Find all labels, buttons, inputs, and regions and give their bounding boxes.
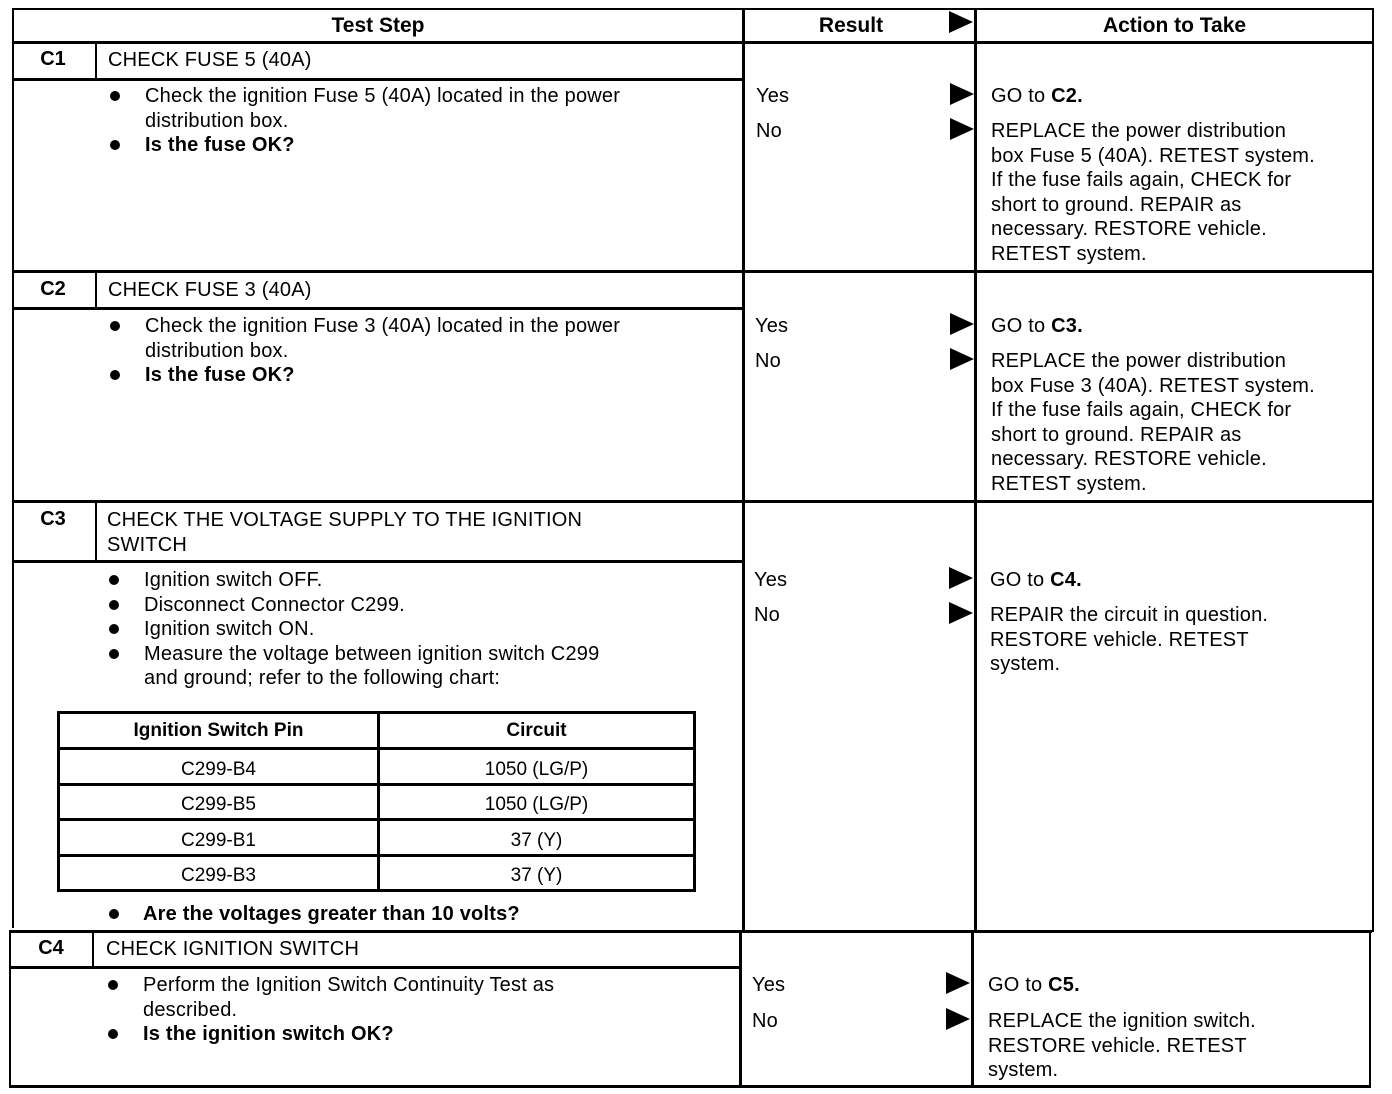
separator-c3 bbox=[12, 500, 1374, 503]
bullet-icon bbox=[110, 140, 120, 150]
c4-action-no-line-2: RESTORE vehicle. RETEST bbox=[988, 1034, 1247, 1057]
header-bottom-border bbox=[12, 41, 1374, 44]
step-title-c2: CHECK FUSE 3 (40A) bbox=[108, 279, 312, 301]
bullet-icon bbox=[109, 624, 119, 634]
c1-action-no-line-1: REPLACE the power distribution bbox=[991, 120, 1287, 142]
c2-action-no-line-6: RETEST system. bbox=[991, 472, 1147, 495]
c2-no-arrow-icon bbox=[950, 348, 974, 370]
c4-code-divider bbox=[92, 933, 94, 968]
c2-action-no-line-2: box Fuse 3 (40A). RETEST system. bbox=[991, 374, 1315, 397]
bullet-icon bbox=[109, 600, 119, 610]
pin-table-cell: C299-B3 bbox=[181, 865, 256, 886]
c2-result-yes: Yes bbox=[755, 315, 789, 337]
c2-bullet-1-line-2: distribution box. bbox=[145, 339, 289, 362]
c1-action-no-line-2: box Fuse 5 (40A). RETEST system. bbox=[991, 144, 1315, 167]
c4-title-box-bottom bbox=[10, 966, 739, 969]
pin-table-cell: 37 (Y) bbox=[510, 865, 563, 886]
top-border bbox=[12, 8, 1374, 10]
c4-bullet-1-line-2: described. bbox=[143, 998, 238, 1021]
c1-bullet-1-line-2: distribution box. bbox=[145, 109, 289, 132]
pin-table-cell: C299-B4 bbox=[181, 759, 256, 780]
bullet-icon bbox=[109, 575, 119, 585]
pin-table-row-divider bbox=[60, 818, 693, 821]
ignition-pin-table bbox=[57, 711, 696, 892]
header-arrow-icon bbox=[949, 11, 973, 33]
result-column-divider-c4 bbox=[739, 930, 742, 1088]
c1-action-no-line-6: RETEST system. bbox=[991, 242, 1147, 265]
step-title-c1: CHECK FUSE 5 (40A) bbox=[108, 49, 312, 71]
step-title-c4: CHECK IGNITION SWITCH bbox=[106, 938, 360, 960]
separator-c2 bbox=[12, 270, 1374, 273]
c4-action-no-line-3: system. bbox=[988, 1059, 1059, 1081]
c1-title-box-bottom bbox=[12, 78, 742, 81]
c2-action-no-line-5: necessary. RESTORE vehicle. bbox=[991, 448, 1267, 470]
c1-bullet-1-line-1: Check the ignition Fuse 5 (40A) located in the power bbox=[145, 85, 621, 107]
bullet-icon bbox=[110, 370, 120, 380]
bullet-icon bbox=[109, 909, 119, 919]
c2-action-yes: GO to C3. bbox=[991, 315, 1083, 337]
action-column-divider-c4 bbox=[971, 930, 974, 1088]
c3-code-divider bbox=[95, 503, 97, 562]
c4-result-yes: Yes bbox=[752, 974, 786, 996]
c2-yes-arrow-icon bbox=[950, 313, 974, 335]
c1-result-yes: Yes bbox=[756, 85, 790, 107]
c2-question: Is the fuse OK? bbox=[145, 364, 295, 386]
c1-yes-arrow-icon bbox=[950, 83, 974, 105]
bullet-icon bbox=[109, 649, 119, 659]
pin-table-row-divider bbox=[60, 854, 693, 857]
bottom-border bbox=[9, 1085, 1371, 1088]
step-code-c4: C4 bbox=[38, 937, 64, 959]
c1-result-no: No bbox=[756, 120, 782, 142]
separator-c4 bbox=[10, 930, 1372, 933]
step-title-c3-line-1: CHECK THE VOLTAGE SUPPLY TO THE IGNITION bbox=[107, 509, 583, 531]
c4-question: Is the ignition switch OK? bbox=[143, 1023, 394, 1045]
step-code-c3: C3 bbox=[40, 508, 66, 530]
pin-table-header-divider bbox=[60, 747, 693, 750]
pin-table-cell: 1050 (LG/P) bbox=[484, 794, 589, 815]
c1-action-yes: GO to C2. bbox=[991, 85, 1083, 107]
c2-action-no-line-3: If the fuse fails again, CHECK for bbox=[991, 399, 1292, 421]
c1-action-no-line-4: short to ground. REPAIR as bbox=[991, 193, 1242, 216]
c1-code-divider bbox=[95, 44, 97, 80]
pin-table-cell: 1050 (LG/P) bbox=[484, 759, 589, 780]
c3-bullet-2: Disconnect Connector C299. bbox=[144, 593, 405, 616]
c1-question: Is the fuse OK? bbox=[145, 134, 295, 156]
c3-question: Are the voltages greater than 10 volts? bbox=[143, 903, 520, 925]
c4-action-yes: GO to C5. bbox=[988, 974, 1080, 996]
pin-table-header-circuit: Circuit bbox=[506, 720, 567, 741]
pin-table-cell: C299-B1 bbox=[181, 830, 256, 851]
c4-result-no: No bbox=[752, 1010, 778, 1032]
c2-bullet-1-line-1: Check the ignition Fuse 3 (40A) located in the power bbox=[145, 315, 621, 337]
c2-result-no: No bbox=[755, 350, 781, 372]
c4-no-arrow-icon bbox=[946, 1008, 970, 1030]
pin-table-cell: 37 (Y) bbox=[510, 830, 563, 851]
bullet-icon bbox=[108, 1029, 118, 1039]
header-action: Action to Take bbox=[1102, 14, 1247, 37]
c2-action-no-line-1: REPLACE the power distribution bbox=[991, 350, 1287, 372]
left-border bbox=[12, 8, 14, 928]
c3-bullet-4-line-1: Measure the voltage between ignition switch C299 bbox=[144, 642, 600, 665]
right-border-c4 bbox=[1369, 930, 1371, 1088]
c1-action-no-line-5: necessary. RESTORE vehicle. bbox=[991, 218, 1267, 240]
c4-bullet-1-line-1: Perform the Ignition Switch Continuity Test as bbox=[143, 974, 555, 996]
c2-action-no-line-4: short to ground. REPAIR as bbox=[991, 423, 1242, 446]
header-test-step: Test Step bbox=[331, 14, 425, 37]
bullet-icon bbox=[108, 980, 118, 990]
pin-table-row-divider bbox=[60, 783, 693, 786]
action-column-divider bbox=[974, 8, 977, 932]
c3-bullet-1: Ignition switch OFF. bbox=[144, 569, 323, 591]
pin-table-header-pin: Ignition Switch Pin bbox=[133, 720, 304, 741]
pin-table-cell: C299-B5 bbox=[181, 794, 256, 815]
c1-action-no-line-3: If the fuse fails again, CHECK for bbox=[991, 169, 1292, 191]
step-code-c1: C1 bbox=[40, 48, 66, 70]
c1-no-arrow-icon bbox=[950, 118, 974, 140]
c3-result-yes: Yes bbox=[754, 569, 788, 591]
c2-code-divider bbox=[95, 273, 97, 309]
c3-bullet-3: Ignition switch ON. bbox=[144, 618, 315, 640]
right-border bbox=[1372, 8, 1374, 932]
result-column-divider bbox=[742, 8, 745, 932]
c3-result-no: No bbox=[754, 604, 780, 626]
c4-yes-arrow-icon bbox=[946, 972, 970, 994]
c3-no-arrow-icon bbox=[949, 602, 973, 624]
c2-title-box-bottom bbox=[12, 307, 742, 310]
c3-yes-arrow-icon bbox=[949, 567, 973, 589]
c3-action-no-line-2: RESTORE vehicle. RETEST bbox=[990, 628, 1249, 651]
c3-action-no-line-1: REPAIR the circuit in question. bbox=[990, 604, 1269, 626]
header-result: Result bbox=[818, 14, 884, 37]
c3-bullet-4-line-2: and ground; refer to the following chart: bbox=[144, 667, 501, 689]
c3-title-box-bottom bbox=[12, 560, 742, 563]
bullet-icon bbox=[110, 91, 120, 101]
c4-action-no-line-1: REPLACE the ignition switch. bbox=[988, 1010, 1256, 1032]
step-code-c2: C2 bbox=[40, 278, 66, 300]
step-title-c3-line-2: SWITCH bbox=[107, 533, 188, 556]
bullet-icon bbox=[110, 321, 120, 331]
c3-action-no-line-3: system. bbox=[990, 653, 1061, 675]
c3-action-yes: GO to C4. bbox=[990, 569, 1082, 591]
